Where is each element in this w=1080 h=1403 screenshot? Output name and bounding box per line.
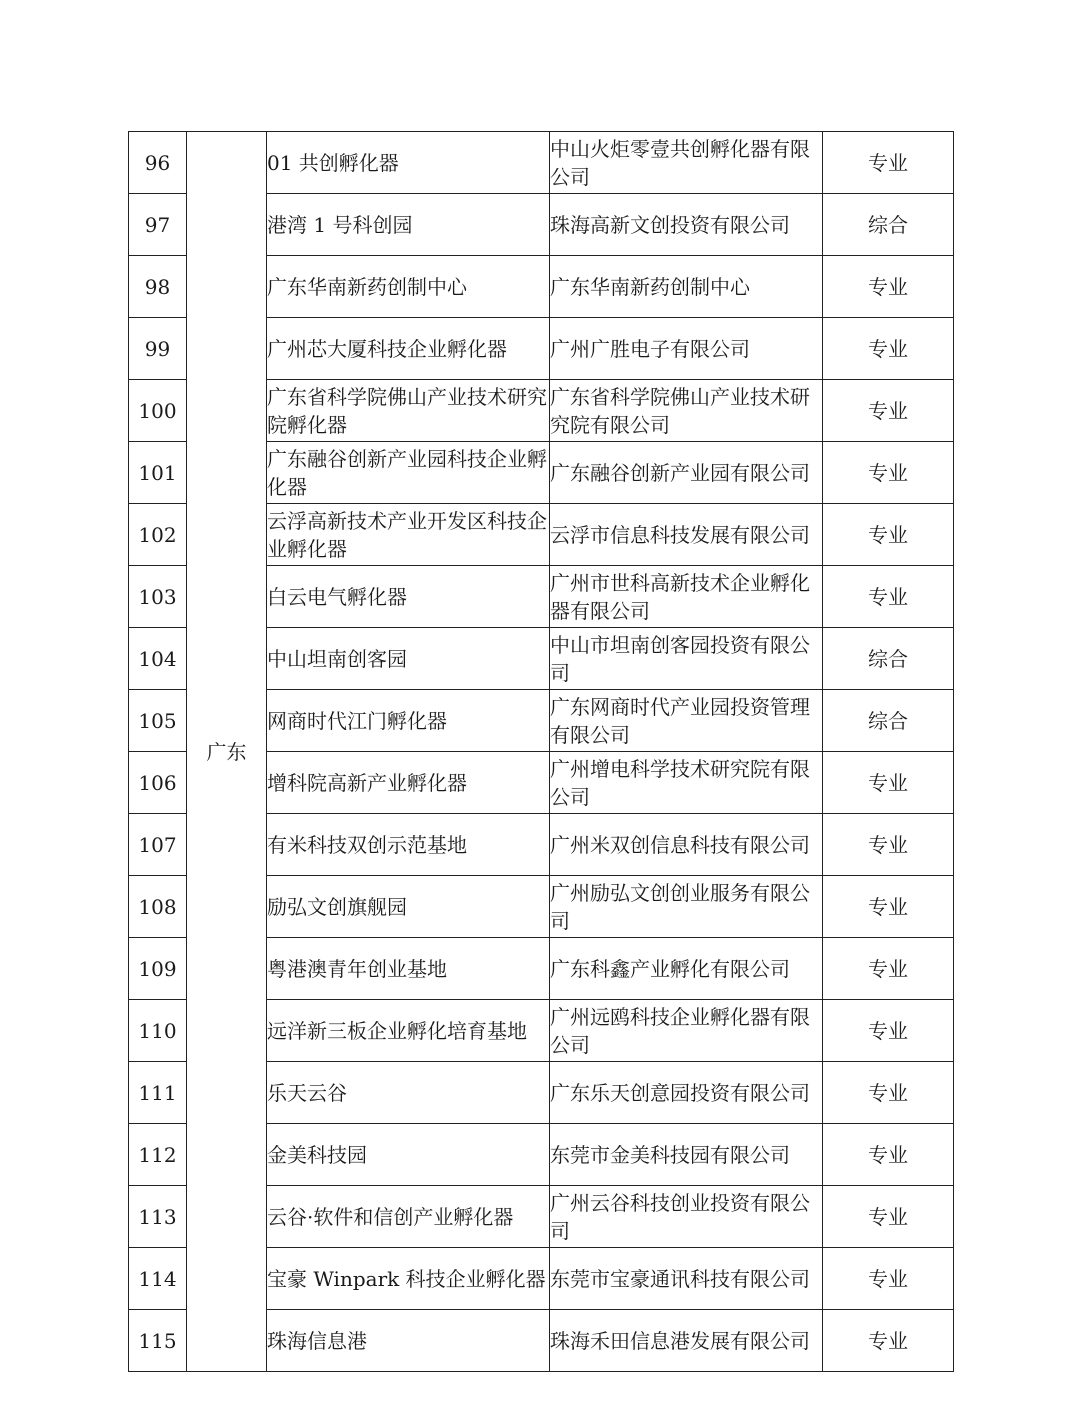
- row-number-cell: 104: [129, 628, 187, 690]
- incubator-type-cell: 综合: [823, 690, 954, 752]
- incubator-type-cell: 专业: [823, 1248, 954, 1310]
- incubator-name-cell: 远洋新三板企业孵化培育基地: [267, 1000, 550, 1062]
- incubator-type-cell: 专业: [823, 442, 954, 504]
- incubator-type-cell: 专业: [823, 1124, 954, 1186]
- incubator-type-cell: 综合: [823, 194, 954, 256]
- operating-company-cell: 广东科鑫产业孵化有限公司: [550, 938, 823, 1000]
- incubator-type-cell: 专业: [823, 256, 954, 318]
- incubator-type-cell: 专业: [823, 318, 954, 380]
- operating-company-cell: 广东网商时代产业园投资管理有限公司: [550, 690, 823, 752]
- incubator-name-cell: 粤港澳青年创业基地: [267, 938, 550, 1000]
- row-number-cell: 110: [129, 1000, 187, 1062]
- row-number-cell: 102: [129, 504, 187, 566]
- incubator-name-cell: 广东融谷创新产业园科技企业孵化器: [267, 442, 550, 504]
- operating-company-cell: 中山市坦南创客园投资有限公司: [550, 628, 823, 690]
- operating-company-cell: 广州增电科学技术研究院有限公司: [550, 752, 823, 814]
- incubator-name-cell: 云谷·软件和信创产业孵化器: [267, 1186, 550, 1248]
- row-number-cell: 98: [129, 256, 187, 318]
- incubator-type-cell: 专业: [823, 752, 954, 814]
- row-number-cell: 111: [129, 1062, 187, 1124]
- table-body: [129, 132, 954, 1372]
- row-number-cell: 97: [129, 194, 187, 256]
- incubator-name-cell: 中山坦南创客园: [267, 628, 550, 690]
- incubator-type-cell: 专业: [823, 380, 954, 442]
- incubator-name-cell: 广州芯大厦科技企业孵化器: [267, 318, 550, 380]
- row-number-cell: 109: [129, 938, 187, 1000]
- row-number-cell: 114: [129, 1248, 187, 1310]
- row-number-cell: 112: [129, 1124, 187, 1186]
- incubator-name-cell: 金美科技园: [267, 1124, 550, 1186]
- incubator-name-cell: 广东省科学院佛山产业技术研究院孵化器: [267, 380, 550, 442]
- row-number-cell: 113: [129, 1186, 187, 1248]
- incubator-name-cell: 乐天云谷: [267, 1062, 550, 1124]
- incubator-name-cell: 有米科技双创示范基地: [267, 814, 550, 876]
- incubator-type-cell: 专业: [823, 132, 954, 194]
- row-number-cell: 96: [129, 132, 187, 194]
- operating-company-cell: 珠海高新文创投资有限公司: [550, 194, 823, 256]
- operating-company-cell: 东莞市金美科技园有限公司: [550, 1124, 823, 1186]
- incubator-name-cell: 白云电气孵化器: [267, 566, 550, 628]
- operating-company-cell: 广州米双创信息科技有限公司: [550, 814, 823, 876]
- operating-company-cell: 广州励弘文创创业服务有限公司: [550, 876, 823, 938]
- operating-company-cell: 广州市世科高新技术企业孵化器有限公司: [550, 566, 823, 628]
- incubator-name-cell: 广东华南新药创制中心: [267, 256, 550, 318]
- row-number-cell: 107: [129, 814, 187, 876]
- incubator-name-cell: 宝豪 Winpark 科技企业孵化器: [267, 1248, 550, 1310]
- row-number-cell: 108: [129, 876, 187, 938]
- incubator-type-cell: 专业: [823, 1186, 954, 1248]
- incubator-type-cell: 专业: [823, 504, 954, 566]
- operating-company-cell: 广州云谷科技创业投资有限公司: [550, 1186, 823, 1248]
- row-number-cell: 106: [129, 752, 187, 814]
- operating-company-cell: 广州远鸥科技企业孵化器有限公司: [550, 1000, 823, 1062]
- incubator-type-cell: 专业: [823, 938, 954, 1000]
- operating-company-cell: 广东华南新药创制中心: [550, 256, 823, 318]
- province-cell: 广东: [187, 132, 267, 1372]
- row-number-cell: 103: [129, 566, 187, 628]
- operating-company-cell: 珠海禾田信息港发展有限公司: [550, 1310, 823, 1372]
- incubator-type-cell: 专业: [823, 876, 954, 938]
- row-number-cell: 100: [129, 380, 187, 442]
- incubator-type-cell: 综合: [823, 628, 954, 690]
- incubator-name-cell: 增科院高新产业孵化器: [267, 752, 550, 814]
- incubator-type-cell: 专业: [823, 566, 954, 628]
- operating-company-cell: 广州广胜电子有限公司: [550, 318, 823, 380]
- incubator-name-cell: 珠海信息港: [267, 1310, 550, 1372]
- incubator-type-cell: 专业: [823, 814, 954, 876]
- incubator-type-cell: 专业: [823, 1000, 954, 1062]
- operating-company-cell: 东莞市宝豪通讯科技有限公司: [550, 1248, 823, 1310]
- row-number-cell: 105: [129, 690, 187, 752]
- row-number-cell: 99: [129, 318, 187, 380]
- incubator-table: [128, 131, 954, 1372]
- incubator-name-cell: 网商时代江门孵化器: [267, 690, 550, 752]
- incubator-type-cell: 专业: [823, 1310, 954, 1372]
- table-row: [129, 132, 954, 194]
- row-number-cell: 115: [129, 1310, 187, 1372]
- incubator-name-cell: 港湾 1 号科创园: [267, 194, 550, 256]
- operating-company-cell: 广东融谷创新产业园有限公司: [550, 442, 823, 504]
- incubator-name-cell: 01 共创孵化器: [267, 132, 550, 194]
- incubator-name-cell: 励弘文创旗舰园: [267, 876, 550, 938]
- operating-company-cell: 云浮市信息科技发展有限公司: [550, 504, 823, 566]
- operating-company-cell: 中山火炬零壹共创孵化器有限公司: [550, 132, 823, 194]
- operating-company-cell: 广东省科学院佛山产业技术研究院有限公司: [550, 380, 823, 442]
- operating-company-cell: 广东乐天创意园投资有限公司: [550, 1062, 823, 1124]
- incubator-name-cell: 云浮高新技术产业开发区科技企业孵化器: [267, 504, 550, 566]
- incubator-type-cell: 专业: [823, 1062, 954, 1124]
- row-number-cell: 101: [129, 442, 187, 504]
